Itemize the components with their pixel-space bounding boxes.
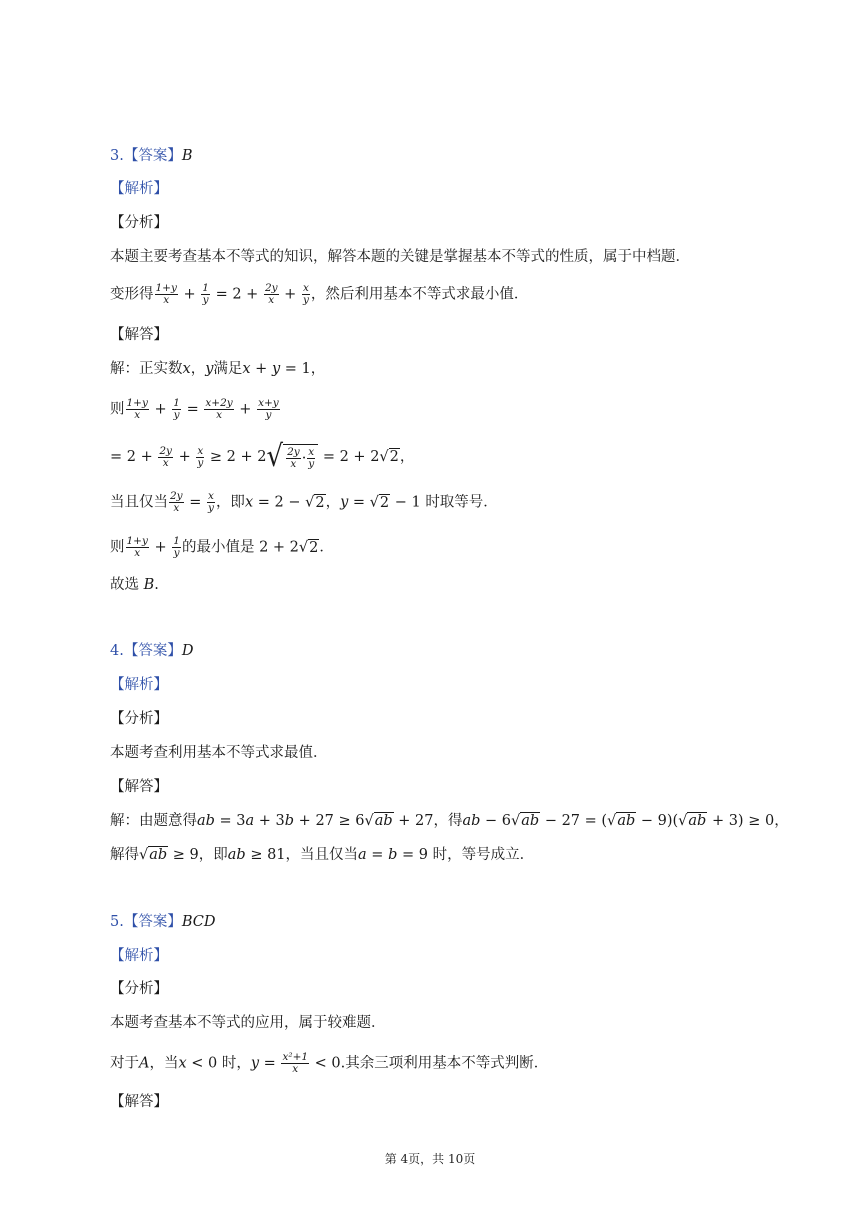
q4-jie1-a: 解：由题意得 <box>110 813 197 829</box>
page-footer: 第 4页，共 10页 <box>384 1152 476 1166</box>
q5-jiexi: 【解析】 <box>110 948 168 964</box>
q4-jie2-b: ，即 <box>198 847 228 863</box>
q3-fenxi-text: 本题主要考查基本不等式的知识，解答本题的关键是掌握基本不等式的性质，属于中档题． <box>110 249 690 265</box>
q3-dangqie-d: 时取等号． <box>425 494 498 511</box>
q4-jie-line2: 解得√ab ≥ 9，即ab ≥ 81，当且仅当a = b = 9 时，等号成立． <box>110 847 535 863</box>
q3-dangqie-c: ， <box>325 494 341 511</box>
q5-number: 5. <box>110 914 124 930</box>
q3-number: 3. <box>110 148 124 164</box>
fraction: $\frac{1}{y}$ <box>173 397 180 421</box>
q4-jieda: 【解答】 <box>110 779 168 795</box>
q4-answer-line <box>110 641 193 661</box>
q3-bianxing-prefix: 变形得 <box>110 286 154 303</box>
q3-ze2-line: 则 $\frac{1+y}{x}$ + $\frac{1}{y}$ 的最小值是 2 + 2√2． <box>110 535 334 559</box>
fraction: $\frac{2y}{x}$ <box>170 490 183 514</box>
q3-answer-tag: 【答案】 <box>123 148 182 164</box>
q3-jie1-b: ， <box>190 361 206 377</box>
q4-jie-line1: 解：由题意得ab = 3a + 3b + 27 ≥ 6√ab + 27，得ab − 6√ab − 27 = (√ab − 9)(√ab + 3) ≥ 0， <box>110 813 789 829</box>
q4-answer: D <box>181 643 194 659</box>
q5-duiyu-line: 对于A，当x < 0 时，y = $\frac{\text{x²+1}}{x}$ < 0.其余三项利用基本不等式判断． <box>110 1051 549 1075</box>
q5-answer-tag: 【答案】 <box>123 914 182 930</box>
q3-jie-line3: = 2 + $\frac{2y}{x}$ + $\frac{x}{y}$ ≥ 2 + 2√ $\frac{2y}{x}$ · $\frac{x}{y}$ = 2 + 2√2， <box>110 439 415 475</box>
q4-answer-tag: 【答案】 <box>123 643 182 659</box>
q4-jie2-c: ，当且仅当 <box>285 847 359 863</box>
q3-bianxing-line: 变形得 $\frac{1+y}{x}$ + $\frac{1}{y}$ = 2 + $\frac{2y}{x}$ + $\frac{x}{y}$ ，然后利用基本不等式求最小值． <box>110 282 529 306</box>
q3-jie1-d: ， <box>310 361 326 377</box>
q4-jie2-a: 解得 <box>110 847 139 863</box>
q3-jie3-end: ， <box>399 449 415 465</box>
fraction: $\frac{x+2y}{x}$ <box>205 397 233 421</box>
fraction: $\frac{1}{y}$ <box>202 282 209 306</box>
fraction: $\frac{2y}{x}$ <box>264 282 278 306</box>
q3-jieda: 【解答】 <box>110 327 168 343</box>
q4-number: 4. <box>110 643 124 659</box>
q3-jie-line1: 解：正实数x，y满足x + y = 1， <box>110 361 326 377</box>
q3-answer: B <box>181 148 193 164</box>
fraction: $\frac{1}{y}$ <box>173 535 180 559</box>
fraction: $\frac{2y}{x}$ <box>159 444 172 469</box>
fraction: $\frac{1+y}{x}$ <box>126 535 148 559</box>
q3-ze1: 则 <box>110 401 125 418</box>
q5-answer-line <box>110 912 216 932</box>
q4-jie2-d: 时，等号成立． <box>432 847 535 863</box>
q4-jiexi: 【解析】 <box>110 677 168 693</box>
q5-fenxi-text: 本题考查基本不等式的应用，属于较难题． <box>110 1015 386 1031</box>
q3-answer-line <box>110 146 193 166</box>
radical: √ $\frac{2y}{x}$ · $\frac{x}{y}$ <box>266 444 318 470</box>
q3-bianxing-suffix: ，然后利用基本不等式求最小值． <box>310 286 529 303</box>
fraction: $\frac{x}{y}$ <box>208 490 214 514</box>
q5-jieda: 【解答】 <box>110 1094 168 1110</box>
q3-guxuan: 故选 <box>110 577 139 593</box>
fraction: $\frac{x+y}{y}$ <box>258 397 279 421</box>
q3-fenxi: 【分析】 <box>110 215 168 231</box>
q5-duiyu-b: ，当 <box>149 1055 179 1072</box>
q3-ze2-end: ． <box>319 539 334 556</box>
q3-guxuan-line: 故选 B. <box>110 577 159 593</box>
fraction: $\frac{\text{x²+1}}{x}$ <box>282 1051 309 1075</box>
q3-jiexi: 【解析】 <box>110 181 168 197</box>
fraction: $\frac{1+y}{x}$ <box>155 282 177 306</box>
q3-jie-line2: 则 $\frac{1+y}{x}$ + $\frac{1}{y}$ = $\frac{x+2y}{x}$ + $\frac{x+y}{y}$ <box>110 397 279 421</box>
q4-fenxi: 【分析】 <box>110 711 168 727</box>
q3-jie1-a: 解：正实数 <box>110 361 183 377</box>
q4-jie1-b: ，得 <box>433 813 463 829</box>
q5-duiyu-a: 对于 <box>110 1055 139 1072</box>
q3-ze2-a: 则 <box>110 539 125 556</box>
q3-ze2-b: 的最小值是 <box>181 539 255 556</box>
q5-duiyu-d: 其余三项利用基本不等式判断． <box>345 1055 549 1072</box>
q3-jie1-c: 满足 <box>213 361 243 377</box>
q3-dangqie-b: ，即 <box>215 494 245 511</box>
fraction: $\frac{1+y}{x}$ <box>126 397 148 421</box>
q3-dangqie-a: 当且仅当 <box>110 494 168 511</box>
q4-fenxi-text: 本题考查利用基本不等式求最值． <box>110 745 328 761</box>
q3-dangqie-line: 当且仅当 $\frac{2y}{x}$ = $\frac{x}{y}$ ，即x = 2 − √2，y = √2 − 1 时取等号． <box>110 490 498 514</box>
q5-answer: BCD <box>181 914 216 930</box>
q5-duiyu-c: 时， <box>221 1055 251 1072</box>
q5-fenxi: 【分析】 <box>110 981 168 997</box>
fraction: $\frac{x}{y}$ <box>302 282 309 306</box>
fraction: $\frac{x}{y}$ <box>197 444 204 469</box>
q4-jie1-end: ， <box>774 813 789 829</box>
